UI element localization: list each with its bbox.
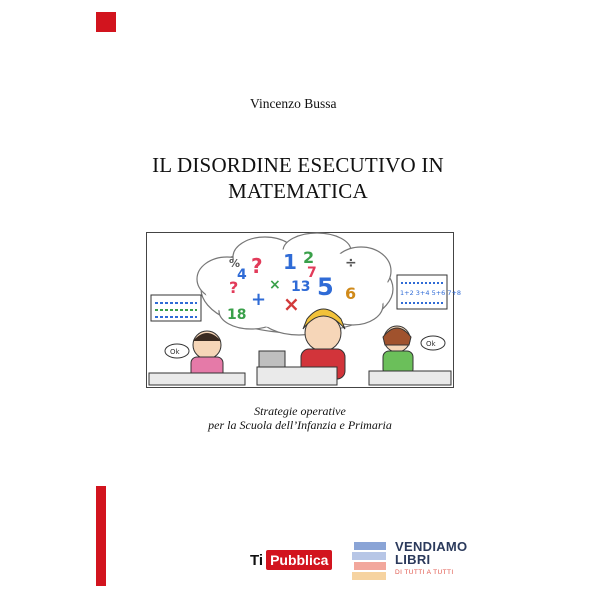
cloud-symbol: 6	[345, 284, 357, 303]
title-line-2: MATEMATICA	[228, 179, 368, 203]
speech-bubble-right	[421, 336, 445, 350]
seller-line-2: LIBRI	[395, 552, 431, 567]
cloud-symbol: %	[229, 257, 241, 270]
seller-line-3: DI TUTTI A TUTTI	[395, 569, 454, 576]
publisher-prefix: Ti	[250, 551, 264, 569]
author-name: Vincenzo Bussa	[250, 96, 337, 111]
cloud-symbol: 18	[227, 307, 247, 323]
cloud-symbol: 1	[283, 250, 297, 274]
cloud-symbol: 5	[317, 273, 334, 301]
seller-line-1: VENDIAMO	[395, 539, 468, 554]
cloud-symbol: 2	[303, 248, 315, 267]
speech-left-text: Ok	[170, 348, 180, 356]
cloud-symbol: 4	[237, 267, 247, 283]
cloud-symbol: ?	[229, 278, 239, 297]
subtitle-line-1: Strategie operative	[254, 404, 346, 418]
cloud-symbol: ÷	[345, 255, 357, 271]
book-title	[130, 152, 466, 204]
speech-right-text: Ok	[426, 340, 436, 348]
left-poster	[151, 295, 201, 321]
illustration-drawing	[147, 233, 462, 387]
cloud-symbol: 13	[291, 279, 311, 295]
seller-logo	[350, 538, 480, 586]
red-square-decoration	[96, 12, 116, 32]
red-bar-decoration	[96, 486, 106, 586]
board-text: 1+2 3+4 5+6 7+8	[400, 289, 462, 297]
cloud-symbol: ?	[251, 254, 263, 278]
cover-illustration	[146, 232, 462, 388]
publisher-logo	[250, 548, 332, 572]
child-right	[383, 326, 413, 375]
seller-text	[395, 540, 467, 576]
cloud-symbol: ×	[283, 292, 300, 316]
cloud-symbol: 7	[307, 265, 317, 281]
books-stack-icon	[350, 540, 390, 582]
title-line-1: IL DISORDINE ESECUTIVO IN	[152, 153, 444, 177]
cloud-symbol: ×	[269, 277, 281, 293]
book-subtitle	[150, 404, 450, 432]
right-board	[397, 275, 461, 309]
cloud-symbol: +	[251, 289, 267, 310]
publisher-name: Pubblica	[266, 550, 332, 570]
subtitle-line-2: per la Scuola dell’Infanzia e Primaria	[208, 418, 392, 432]
speech-bubble-left	[165, 344, 189, 358]
child-left	[191, 331, 223, 379]
